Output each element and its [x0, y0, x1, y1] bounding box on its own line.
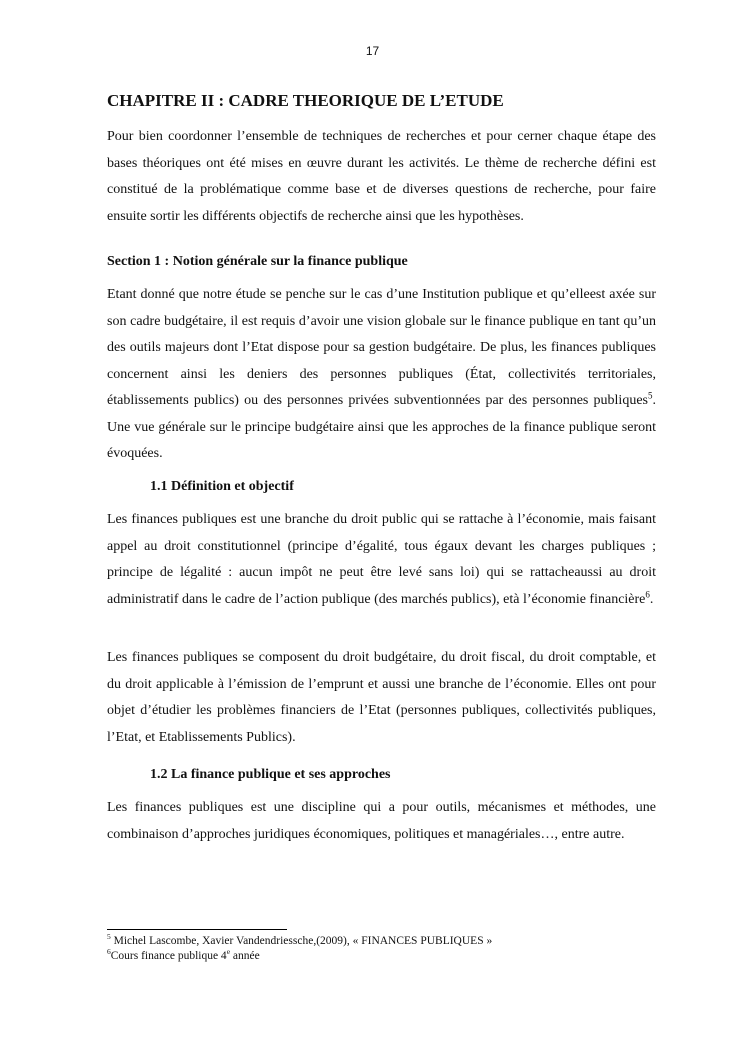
footnotes [107, 934, 656, 963]
subsection-1-1-paragraph-1-end: . [649, 591, 654, 607]
section-1-paragraph [107, 282, 656, 468]
subsection-1-1-title: 1.1 Définition et objectif [150, 479, 294, 494]
subsection-1-1-paragraph-1-text: Les finances publiques est une branche du droit public qui se rattache à l’économie, mais faisant appel au droit constitutionnel (principe d’égalité, tous égaux devant les charges publiques ; principe de légalité : aucun impôt ne peut être levé sans loi) qui se rattacheaussi au droit administratif dans le cadre de l’action publique (des marchés publics), età l’économie financière [107, 512, 656, 607]
page-number: 17 [365, 44, 380, 58]
footnote-6-superscript: e [226, 946, 231, 956]
chapter-title: CHAPITRE II : CADRE THEORIQUE DE L’ETUDE [107, 91, 504, 110]
footnote-5 [107, 934, 656, 949]
subsection-1-2-title: 1.2 La finance publique et ses approches [150, 767, 391, 782]
footnote-ref-6: 6 [645, 588, 650, 599]
footnote-6-number: 6 [107, 946, 111, 956]
subsection-1-1-paragraph-1 [107, 507, 656, 613]
section-1-title: Section 1 : Notion générale sur la finance publique [107, 254, 408, 269]
subsection-1-1-paragraph-2: Les finances publiques se composent du droit budgétaire, du droit fiscal, du droit comptable, et du droit applicable à l’émission de l’emprunt et aussi une branche de l’économie. Elles ont pour objet d’étudier les problèmes financiers de l’Etat (personnes publiques, collectivités publiques, l’Etat, et Etablissements Publics). [107, 650, 656, 745]
section-1-paragraph-text: Etant donné que notre étude se penche sur le cas d’une Institution publique et qu’elleest axée sur son cadre budgétaire, il est requis d’avoir une vision globale sur le finance publique en tant qu’un des outils majeurs dont l’Etat dispose pour sa gestion budgétaire. De plus, les finances publiques concernent ainsi les deniers des personnes publiques (État, collectivités territoriales, établissements publics) ou des personnes privées subventionnées par des personnes publiques [107, 287, 656, 408]
footnote-6-text: Cours finance publique 4 [110, 949, 227, 962]
section-1-paragraph-end: . Une vue générale sur le principe budgétaire ainsi que les approches de la finance publique seront évoquées. [107, 393, 656, 461]
subsection-1-2-paragraph: Les finances publiques est une discipline qui a pour outils, mécanismes et méthodes, une combinaison d’approches juridiques économiques, politiques et managériales…, entre autre. [107, 800, 656, 842]
footnote-5-text: Michel Lascombe, Xavier Vandendriessche,(2009), « FINANCES PUBLIQUES » [110, 935, 493, 947]
footnote-ref-5: 5 [648, 390, 653, 401]
footnote-6-text-end: année [230, 949, 260, 962]
intro-paragraph: Pour bien coordonner l’ensemble de techniques de recherches et pour cerner chaque étape des bases théoriques ont été mises en œuvre durant les activités. Le thème de recherche défini est constitué de la problématique comme base et de diverses questions de recherche, pour faire ensuite sortir les différents objectifs de recherche ainsi que les hypothèses. [107, 129, 656, 224]
footnote-6 [107, 946, 656, 964]
footnote-separator [107, 929, 287, 930]
footnote-5-number: 5 [107, 932, 111, 942]
